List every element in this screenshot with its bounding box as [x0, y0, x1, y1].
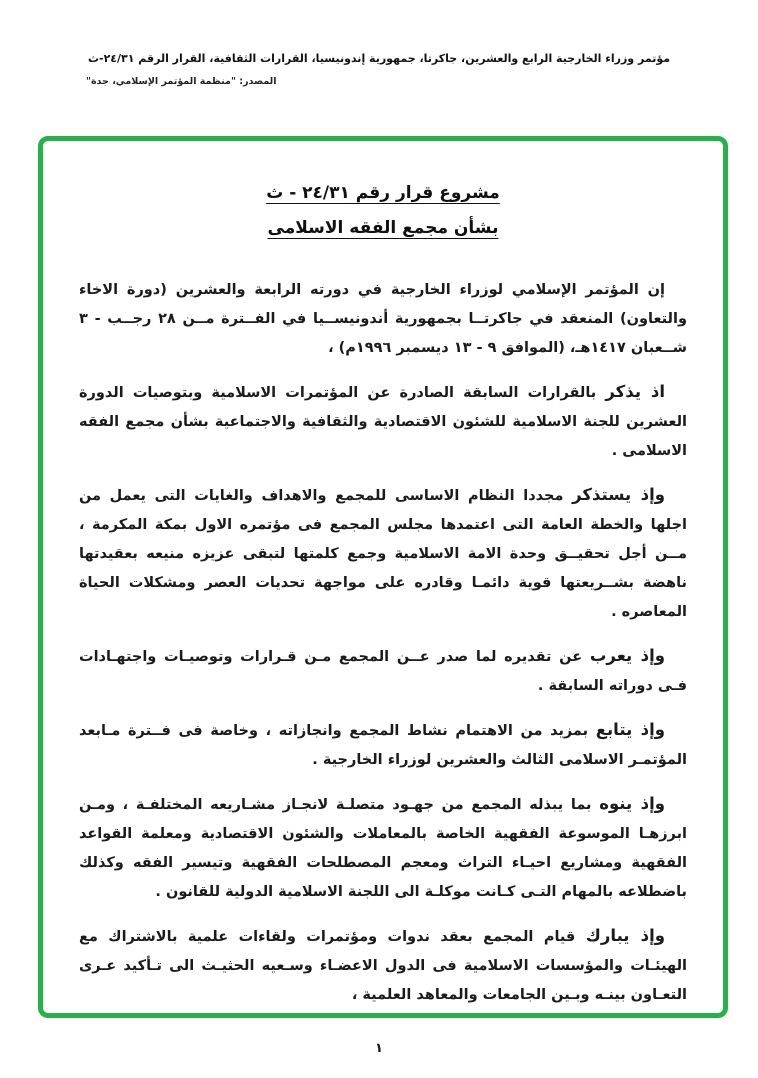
resolution-subject: بشأن مجمع الفقه الاسلامى [267, 218, 499, 238]
clause-paragraph [79, 715, 687, 775]
resolution-title: مشروع قرار رقم ٢٤/٣١ - ث [266, 183, 500, 203]
clause-text: بمزيد من الاهتمام نشاط المجمع وانجازاته ، وخاصة فى فــترة مـابعد المؤتمـر الاسلامى الثالث والعشرين لوزراء الخارجية . [79, 723, 687, 768]
clause-text: عن تقديره لما صدر عــن المجمع مـن قـرارات وتوصيـات واجتهـادات فـى دوراته السابقة . [79, 649, 687, 694]
clause-lead: اذ يذكر [605, 382, 665, 401]
header-source-note: المصدر: "منظمة المؤتمر الإسلامي، جدة" [86, 76, 277, 87]
header-conference-title: مؤتمر وزراء الخارجية الرابع والعشرين، جاكرتا، جمهورية إندونيسيا، القرارات الثقافية، القرار الرقم ٢٤/٣١-ث [87, 52, 671, 65]
document-header [44, 52, 714, 87]
clause-paragraph [79, 480, 687, 627]
clause-text: قيام المجمع بعقد ندوات ومؤتمرات ولقاءات علمية بالاشتراك مع الهيئـات والمؤسسات الاسلامية فى الدول الاعضـاء وسـعيه الحثيـث الى تـأكيد عـرى التعـاون بينـه وبـين الجامعات والمعاهد العلمية ، [79, 929, 687, 1003]
resolution-body [79, 276, 687, 1010]
page-number: ١ [375, 1041, 383, 1056]
clause-paragraph [79, 921, 687, 1010]
clause-paragraph [79, 377, 687, 466]
clause-lead: وإذ يبارك [585, 926, 665, 945]
document-content [43, 141, 723, 1010]
clause-lead: وإذ ينوه [599, 794, 665, 813]
preamble-paragraph: إن المؤتمر الإسلامي لوزراء الخارجية في دورته الرابعة والعشرين (دورة الاخاء والتعاون) المنعقد في جاكرتــا بجمهورية أندونيســيا في الفــترة مــن ٢٨ رجــب - ٣ شــعبان ١٤١٧هـ، (الموافق ٩ - ١٣ ديسمبر ١٩٩٦م) ، [79, 282, 687, 356]
clause-text: مجددا النظام الاساسى للمجمع والاهداف والغايات التى يعمل من اجلها والخطة العامة التى اعتمدها مجلس المجمع فى مؤتمره الاول بمكة المكرمة ، مــن أجل تحقيــق وحدة الامة الاسلامية وجمع كلمتها لتبقى عزيزه منيعه بعقيدتها ناهضة بشــريعتها قوية دائمـا وقادره على مواجهة تحديات العصر ومشكلات الحياة المعاصره . [79, 488, 687, 620]
content-border-frame [38, 136, 728, 1018]
clause-text: بالقرارات السابقة الصادرة عن المؤتمرات الاسلامية وبتوصيات الدورة العشرين للجنة الاسلامية للشئون الاقتصادية والثقافية والاجتماعية بشأن مجمع الفقه الاسلامى . [79, 385, 687, 459]
clause-lead: وإذ يستذكر [572, 485, 665, 504]
clause-lead: وإذ يتابع [595, 720, 665, 739]
clause-lead: وإذ يعرب [589, 646, 665, 665]
clause-paragraph [79, 789, 687, 907]
clause-paragraph [79, 641, 687, 701]
clause-text: بما يبذله المجمع من جهـود متصلـة لانجـاز مشـاريعه المختلفـة ، ومـن ابرزهـا الموسوعة الفقهية الخاصة بالمعاملات والشئون الاقتصادية ومعلمة القواعد الفقهية ومشاريع احيـاء التراث ومعجم المصطلحات الفقهية وتيسير الفقه وكذلك باضطلاعه بالمهام التـى كـانت موكلـة الى اللجنة الاسلامية الدولية للقانون . [79, 797, 687, 900]
